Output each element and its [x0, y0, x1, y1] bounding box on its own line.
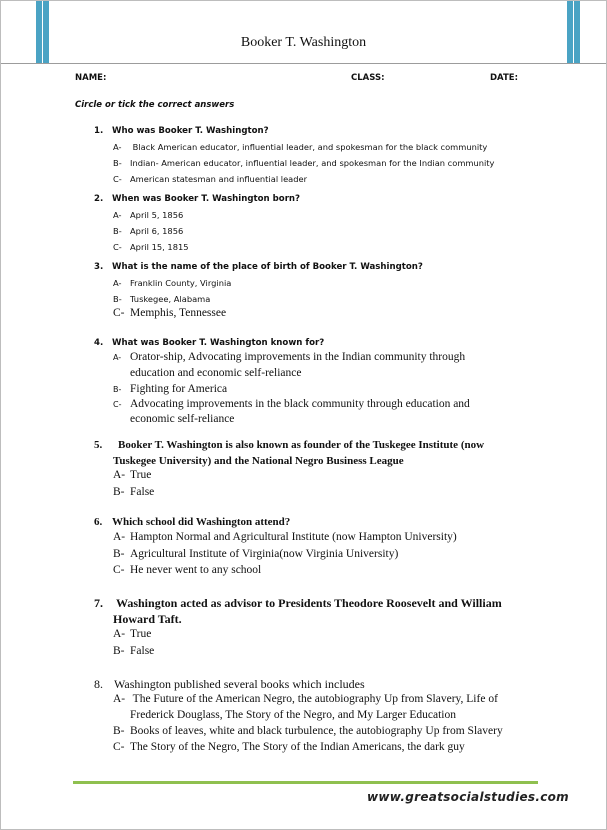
left-accent-bar	[36, 1, 42, 63]
option-3a: A- Franklin County, Virginia	[113, 278, 232, 288]
question-4: 4. What was Booker T. Washington known for?	[94, 338, 325, 348]
question-7-continued: Howard Taft.	[113, 612, 182, 626]
name-label: NAME:	[75, 73, 107, 83]
option-2c: C- April 15, 1815	[113, 242, 189, 252]
page-title: Booker T. Washington	[240, 35, 367, 50]
option-3b: B- Tuskegee, Alabama	[113, 294, 211, 304]
instruction-text: Circle or tick the correct answers	[75, 100, 235, 110]
question-3: 3. What is the name of the place of birth of Booker T. Washington?	[94, 262, 423, 272]
option-4a: A- Orator-ship, Advocating improvements in the Indian community through	[113, 351, 466, 363]
right-accent-bar-inner	[567, 1, 573, 63]
question-5-continued: Tuskegee University) and the National Negro Business League	[113, 455, 404, 467]
option-7a: A- True	[113, 628, 152, 640]
option-6a: A- Hampton Normal and Agricultural Institute (now Hampton University)	[113, 531, 457, 543]
footer-divider	[73, 781, 538, 784]
footer-website: www.greatsocialstudies.com	[367, 790, 569, 804]
question-6: 6. Which school did Washington attend?	[94, 516, 291, 528]
option-4c-continued: economic self-reliance	[130, 413, 235, 425]
option-6b: B- Agricultural Institute of Virginia(now Virginia University)	[113, 548, 399, 560]
option-5a: A- True	[113, 469, 152, 481]
right-accent-bar	[574, 1, 580, 63]
option-4b: B- Fighting for America	[113, 383, 228, 395]
header-divider	[1, 63, 606, 64]
question-number: 1.	[94, 126, 104, 136]
option-2b: B- April 6, 1856	[113, 226, 184, 236]
option-5b: B- False	[113, 486, 155, 498]
question-8: 8. Washington published several books which includes	[94, 677, 365, 691]
question-2: 2. When was Booker T. Washington born?	[94, 194, 301, 204]
option-3c: C- Memphis, Tennessee	[113, 307, 227, 319]
option-1a: A- Black American educator, influential leader, and spokesman for the black community	[113, 142, 488, 152]
option-8c: C- The Story of the Negro, The Story of the Indian Americans, the dark guy	[113, 741, 465, 753]
question-7: 7. Washington acted as advisor to Presidents Theodore Roosevelt and William	[94, 596, 502, 610]
class-label: CLASS:	[351, 73, 385, 83]
option-4c: C- Advocating improvements in the black community through education and	[113, 398, 470, 410]
option-1c: C- American statesman and influential leader	[113, 174, 308, 184]
question-text: Who was Booker T. Washington?	[112, 126, 269, 136]
option-8b: B- Books of leaves, white and black turbulence, the autobiography Up from Slavery	[113, 725, 503, 737]
date-label: DATE:	[490, 73, 518, 83]
option-8a: A- The Future of the American Negro, the autobiography Up from Slavery, Life of	[113, 693, 498, 705]
question-5: 5. Booker T. Washington is also known as founder of the Tuskegee Institute (now	[94, 439, 485, 451]
option-2a: A- April 5, 1856	[113, 210, 184, 220]
option-6c: C- He never went to any school	[113, 564, 262, 576]
option-8a-continued: Frederick Douglass, The Story of the Negro, and My Larger Education	[130, 709, 456, 721]
left-accent-bar-inner	[43, 1, 49, 63]
option-7b: B- False	[113, 645, 155, 657]
question-1	[94, 126, 269, 136]
option-4a-continued: education and economic self-reliance	[130, 367, 302, 379]
option-1b: B- Indian- American educator, influential leader, and spokesman for the Indian community	[113, 158, 495, 168]
